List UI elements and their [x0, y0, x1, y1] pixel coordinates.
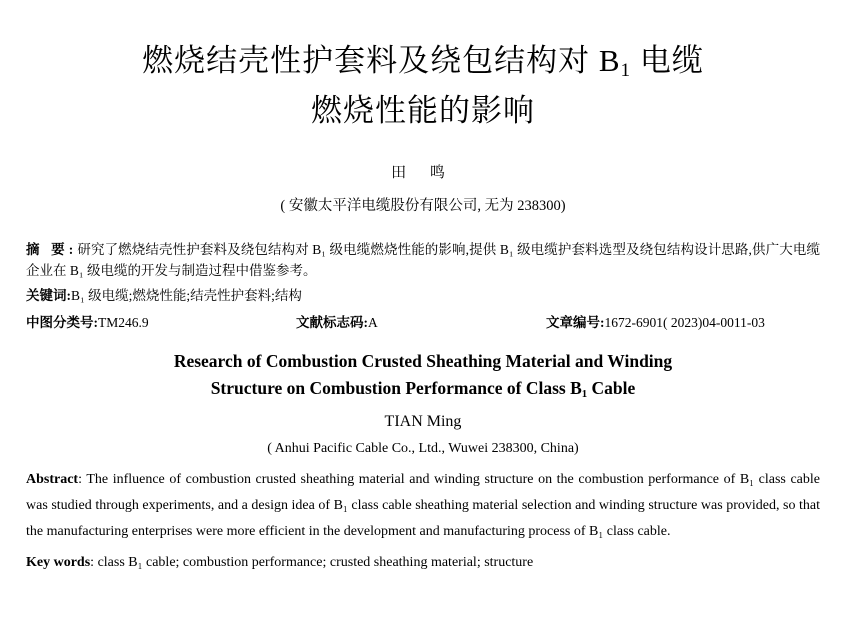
chinese-title-line1-part2: 电缆 [631, 43, 704, 78]
chinese-abstract-block [26, 239, 820, 334]
document-code-value: A [368, 315, 378, 330]
english-abstract-label: Abstract [26, 472, 79, 487]
english-title-line1: Research of Combustion Crusted Sheathing Material and Winding [173, 351, 673, 371]
chinese-keywords-label: 关键词: [26, 288, 71, 303]
clc-number [26, 312, 296, 334]
clc-value: TM246.9 [98, 315, 149, 330]
english-keywords-label: Key words [26, 555, 91, 570]
chinese-title-subscript: 1 [620, 60, 632, 82]
english-keywords-separator: : [90, 555, 95, 570]
document-code-label: 文献标志码: [296, 315, 368, 330]
classification-row [26, 312, 820, 334]
chinese-keywords-text: B₁ 级电缆;燃烧性能;结壳性护套料;结构 [71, 288, 302, 303]
english-abstract-separator: : [78, 472, 82, 487]
chinese-abstract [26, 239, 820, 281]
clc-label: 中图分类号: [26, 315, 98, 330]
english-author: TIAN Ming [384, 413, 462, 430]
article-id-value: 1672-6901( 2023)04-0011-03 [604, 315, 765, 330]
article-id-label: 文章编号: [546, 315, 605, 330]
chinese-title-line2: 燃烧性能的影响 [311, 93, 535, 128]
chinese-abstract-text: 研究了燃烧结壳性护套料及绕包结构对 B₁ 级电缆燃烧性能的影响,提供 B₁ 级电缆护套料选型及绕包结构设计思路,供广大电缆企业在 B₁ 级电缆的开发与制造过程中借鉴参考。 [26, 242, 820, 278]
english-title-line2-part2: Cable [587, 378, 636, 398]
article-id [546, 312, 820, 334]
chinese-title-line1-part1: 燃烧结壳性护套料及绕包结构对 B [142, 43, 621, 78]
document-code [296, 312, 546, 334]
chinese-affiliation: ( 安徽太平洋电缆股份有限公司, 无为 238300) [280, 198, 566, 214]
english-title-line2-part1: Structure on Combustion Performance of Class B [210, 378, 582, 398]
chinese-title [26, 38, 820, 133]
english-keywords-text: class B₁ cable; combustion performance; crusted sheathing material; structure [94, 555, 534, 570]
english-title-line2 [26, 375, 820, 405]
chinese-abstract-label: 摘 要: [26, 242, 78, 257]
english-abstract [26, 467, 820, 545]
chinese-author: 田 鸣 [391, 165, 455, 181]
english-affiliation: ( Anhui Pacific Cable Co., Ltd., Wuwei 238300, China) [267, 441, 579, 456]
english-title-subscript: 1 [581, 388, 588, 401]
english-keywords [26, 551, 820, 575]
chinese-keywords [26, 285, 820, 306]
english-title [26, 348, 820, 405]
english-abstract-text: The influence of combustion crusted sheathing material and winding structure on the combustion performance of B₁ class cable was studied through experiments, and a design idea of B₁ class cable sheathing material selection and winding structure was provided, so that the manufacturing enterprises were more efficient in the development and manufacturing process of B₁ class cable. [26, 472, 820, 539]
